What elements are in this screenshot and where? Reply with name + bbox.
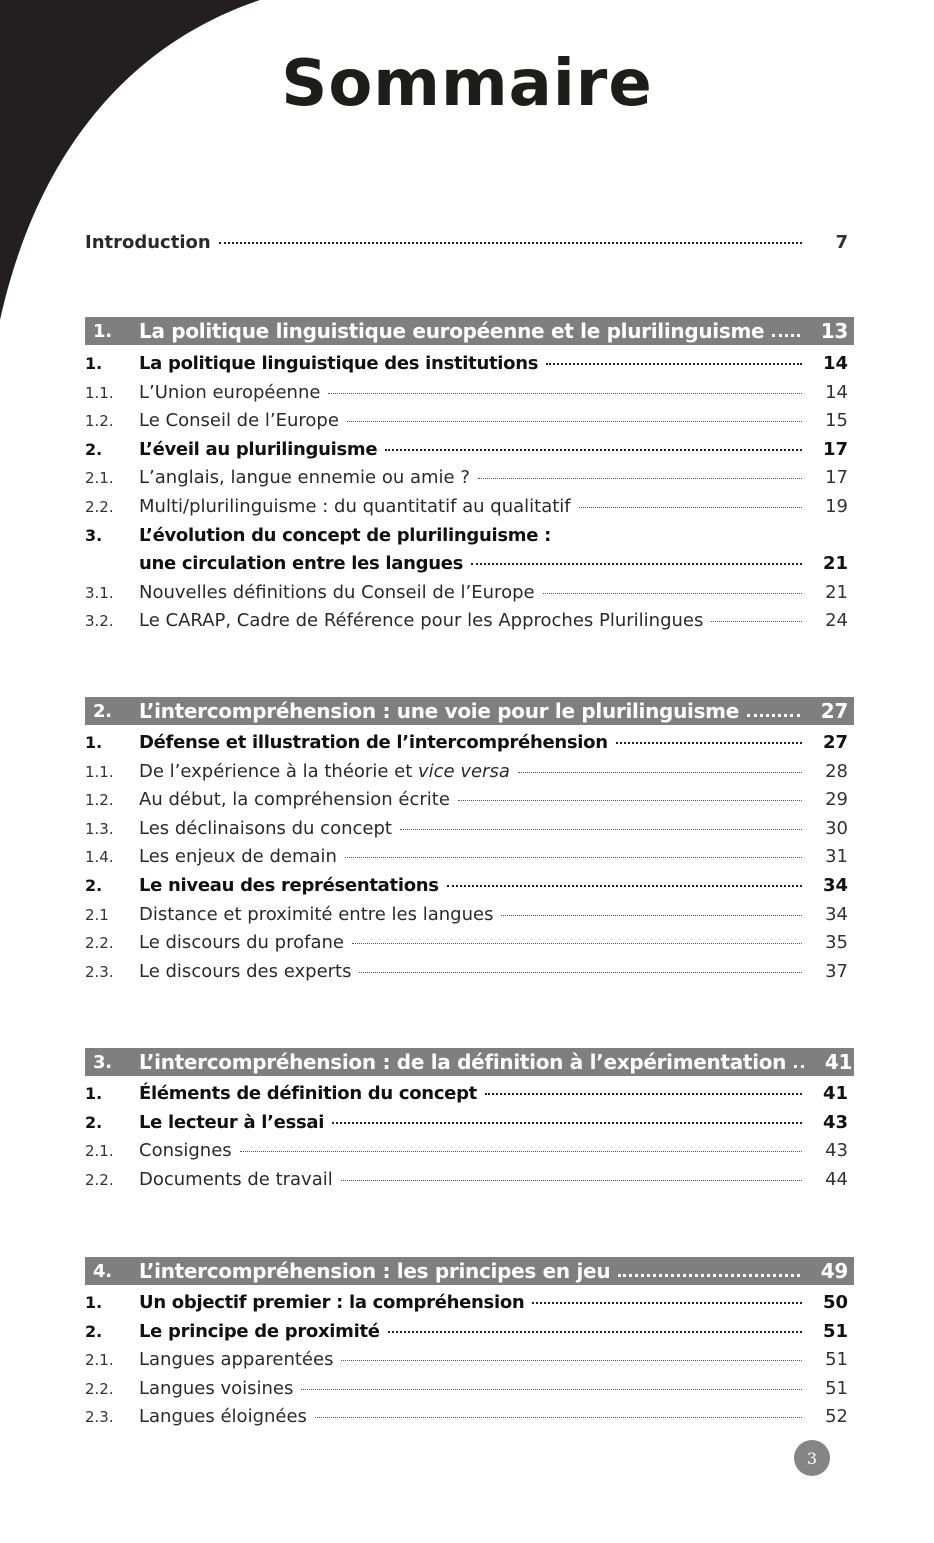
entry-text: Le CARAP, Cadre de Référence pour les Approches Plurilingues <box>139 610 704 632</box>
toc-entry[interactable] <box>85 1140 854 1169</box>
entry-number: 1. <box>85 1084 103 1103</box>
dot-leader <box>328 393 802 394</box>
toc-entry[interactable] <box>85 353 854 382</box>
entry-number: 1. <box>85 354 103 373</box>
entry-number: 2.3. <box>85 962 114 981</box>
entry-page: 34 <box>825 903 848 925</box>
toc-entry[interactable] <box>85 610 854 639</box>
introduction-entry[interactable] <box>85 232 854 261</box>
entry-text: Le lecteur à l’essai <box>139 1111 325 1133</box>
entry-number: 3. <box>85 525 103 545</box>
entry-number: 1. <box>85 733 103 752</box>
entry-text: Le niveau des représentations <box>139 874 439 896</box>
chapter-title: La politique linguistique européenne et le plurilinguisme <box>139 319 765 343</box>
toc-entry[interactable] <box>85 1321 854 1350</box>
dot-leader <box>546 363 802 365</box>
entry-text: Distance et proximité entre les langues <box>139 903 494 925</box>
dot-leader <box>518 772 802 773</box>
entry-page: 50 <box>822 1292 848 1313</box>
entry-page: 15 <box>825 410 848 432</box>
dot-leader <box>618 1274 800 1277</box>
entry-page: 19 <box>825 495 848 517</box>
dot-leader <box>341 1180 802 1181</box>
entry-number: 2. <box>85 1321 103 1341</box>
dot-leader <box>485 1093 802 1095</box>
page-title: Sommaire <box>281 47 653 121</box>
dot-leader <box>532 1302 802 1304</box>
entry-text: Au début, la compréhension écrite <box>139 789 450 811</box>
chapter-3-entries <box>85 1083 854 1197</box>
entry-page: 27 <box>822 732 848 753</box>
entry-page: 41 <box>822 1083 848 1104</box>
entry-number: 2.3. <box>85 1408 114 1427</box>
toc-entry[interactable] <box>85 1378 854 1407</box>
dot-leader <box>747 714 800 717</box>
entry-number: 2. <box>85 439 103 459</box>
chapter-page: 49 <box>820 1259 848 1283</box>
entry-text: Langues éloignées <box>139 1406 307 1428</box>
dot-leader <box>711 621 802 622</box>
chapter-4-entries <box>85 1292 854 1435</box>
dot-leader <box>388 1331 802 1333</box>
toc-entry[interactable] <box>85 1349 854 1378</box>
toc-entry[interactable] <box>85 846 854 875</box>
chapter-2-entries <box>85 732 854 989</box>
corner-decoration <box>0 0 300 330</box>
entry-text: Le discours du profane <box>139 932 344 954</box>
entry-page: 43 <box>825 1140 848 1162</box>
entry-number: 1.1. <box>85 383 114 402</box>
entry-text: Éléments de définition du concept <box>139 1083 477 1104</box>
dot-leader <box>543 593 802 594</box>
chapter-page: 13 <box>820 319 848 343</box>
dot-leader <box>315 1417 802 1418</box>
entry-page: 21 <box>822 553 848 575</box>
entry-page: 51 <box>822 1320 848 1342</box>
toc-entry[interactable] <box>85 582 854 611</box>
toc-entry-continued[interactable] <box>85 553 854 582</box>
dot-leader <box>794 1065 804 1068</box>
entry-page: 35 <box>825 932 848 954</box>
entry-text: La politique linguistique des institutions <box>139 353 539 374</box>
entry-text: Les enjeux de demain <box>139 846 337 868</box>
toc-entry[interactable] <box>85 789 854 818</box>
entry-text: Le Conseil de l’Europe <box>139 410 339 432</box>
chapter-number: 2. <box>93 700 112 722</box>
entry-text: une circulation entre les langues <box>139 553 464 575</box>
dot-leader <box>359 972 802 973</box>
entry-number: 1.3. <box>85 819 114 838</box>
dot-leader <box>579 507 802 508</box>
toc-entry[interactable] <box>85 382 854 411</box>
entry-page: 14 <box>825 381 848 403</box>
toc-entry[interactable] <box>85 1083 854 1112</box>
entry-page: 37 <box>825 960 848 982</box>
entry-text: Documents de travail <box>139 1168 333 1190</box>
entry-page: 21 <box>825 581 848 603</box>
toc-entry[interactable] <box>85 932 854 961</box>
toc-entry[interactable] <box>85 525 854 554</box>
entry-page: 51 <box>825 1377 848 1399</box>
introduction-label: Introduction <box>85 232 211 253</box>
entry-page: 17 <box>822 438 848 460</box>
toc-entry[interactable] <box>85 875 854 904</box>
dot-leader <box>400 829 802 830</box>
introduction-page: 7 <box>835 232 848 253</box>
entry-number: 2. <box>85 1112 103 1132</box>
entry-text: Un objectif premier : la compréhension <box>139 1292 525 1313</box>
toc-entry[interactable] <box>85 1112 854 1141</box>
entry-number: 2.1 <box>85 905 109 924</box>
entry-text: Défense et illustration de l’intercompréhension <box>139 732 608 753</box>
entry-page: 52 <box>825 1406 848 1428</box>
entry-text: De l’expérience à la théorie et vice versa <box>139 760 510 782</box>
entry-number: 1.2. <box>85 791 114 810</box>
toc-entry[interactable] <box>85 732 854 761</box>
dot-leader <box>478 478 802 479</box>
toc-entry[interactable] <box>85 1292 854 1321</box>
toc-entry[interactable] <box>85 904 854 933</box>
entry-page: 28 <box>825 760 848 782</box>
entry-number: 2.2. <box>85 1170 114 1189</box>
entry-text: Le discours des experts <box>139 960 352 982</box>
entry-text: L’Union européenne <box>139 381 321 403</box>
page-number-badge: 3 <box>794 1440 830 1476</box>
chapter-number: 1. <box>93 320 112 342</box>
entry-page: 44 <box>825 1168 848 1190</box>
dot-leader <box>240 1151 802 1152</box>
entry-text: Consignes <box>139 1140 232 1162</box>
chapter-title: L’intercompréhension : une voie pour le plurilinguisme <box>139 699 739 723</box>
toc-entry[interactable] <box>85 961 854 990</box>
entry-page: 34 <box>822 874 848 896</box>
entry-page: 43 <box>822 1111 848 1133</box>
entry-page: 24 <box>825 610 848 632</box>
toc-entry[interactable] <box>85 1169 854 1198</box>
dot-leader <box>352 943 802 944</box>
chapter-1-header[interactable] <box>85 317 854 345</box>
dot-leader <box>772 334 800 337</box>
entry-number: 1.4. <box>85 848 114 867</box>
entry-number: 3.1. <box>85 583 114 602</box>
entry-number: 1.1. <box>85 762 114 781</box>
entry-text: Langues apparentées <box>139 1349 334 1371</box>
entry-text: Les déclinaisons du concept <box>139 817 392 839</box>
chapter-3-header[interactable] <box>85 1048 854 1076</box>
dot-leader <box>219 242 802 244</box>
chapter-page: 27 <box>820 699 848 723</box>
chapter-4-header[interactable] <box>85 1257 854 1285</box>
dot-leader <box>458 800 802 801</box>
entry-page: 17 <box>825 467 848 489</box>
chapter-title: L’intercompréhension : de la définition à l’expérimentation <box>139 1050 787 1074</box>
chapter-page: 41 <box>824 1050 853 1074</box>
entry-page: 30 <box>825 817 848 839</box>
entry-page: 29 <box>825 789 848 811</box>
entry-number: 2.2. <box>85 934 114 953</box>
dot-leader <box>471 563 802 565</box>
toc-entry[interactable] <box>85 410 854 439</box>
toc-entry[interactable] <box>85 439 854 468</box>
dot-leader <box>385 449 802 451</box>
chapter-title: L’intercompréhension : les principes en jeu <box>139 1259 611 1283</box>
entry-text: Le principe de proximité <box>139 1320 380 1342</box>
entry-text: L’évolution du concept de plurilinguisme : <box>139 524 551 546</box>
entry-text: Langues voisines <box>139 1377 294 1399</box>
entry-number: 2.1. <box>85 469 114 488</box>
entry-number: 2.2. <box>85 1379 114 1398</box>
entry-number: 2.1. <box>85 1142 114 1161</box>
entry-text: Multi/plurilinguisme : du quantitatif au qualitatif <box>139 495 571 517</box>
entry-text: L’anglais, langue ennemie ou amie ? <box>139 467 470 489</box>
toc-entry[interactable] <box>85 496 854 525</box>
entry-number: 3.2. <box>85 612 114 631</box>
dot-leader <box>345 857 802 858</box>
toc-entry[interactable] <box>85 761 854 790</box>
entry-number: 1.2. <box>85 412 114 431</box>
entry-number: 2.2. <box>85 497 114 516</box>
dot-leader <box>501 915 802 916</box>
dot-leader <box>447 885 802 887</box>
chapter-number: 3. <box>93 1051 112 1073</box>
chapter-2-header[interactable] <box>85 697 854 725</box>
chapter-1-entries <box>85 353 854 639</box>
toc-entry[interactable] <box>85 1406 854 1435</box>
dot-leader <box>341 1360 802 1361</box>
entry-page: 14 <box>822 353 848 374</box>
entry-number: 2. <box>85 875 103 895</box>
entry-page: 31 <box>825 846 848 868</box>
entry-number: 2.1. <box>85 1351 114 1370</box>
chapter-number: 4. <box>93 1260 112 1282</box>
dot-leader <box>332 1122 802 1124</box>
entry-number: 1. <box>85 1293 103 1312</box>
toc-entry[interactable] <box>85 467 854 496</box>
entry-text: Nouvelles définitions du Conseil de l’Europe <box>139 581 535 603</box>
dot-leader <box>616 742 802 744</box>
dot-leader <box>301 1389 802 1390</box>
entry-page: 51 <box>825 1349 848 1371</box>
toc-entry[interactable] <box>85 818 854 847</box>
dot-leader <box>347 421 802 422</box>
entry-text: L’éveil au plurilinguisme <box>139 438 378 460</box>
